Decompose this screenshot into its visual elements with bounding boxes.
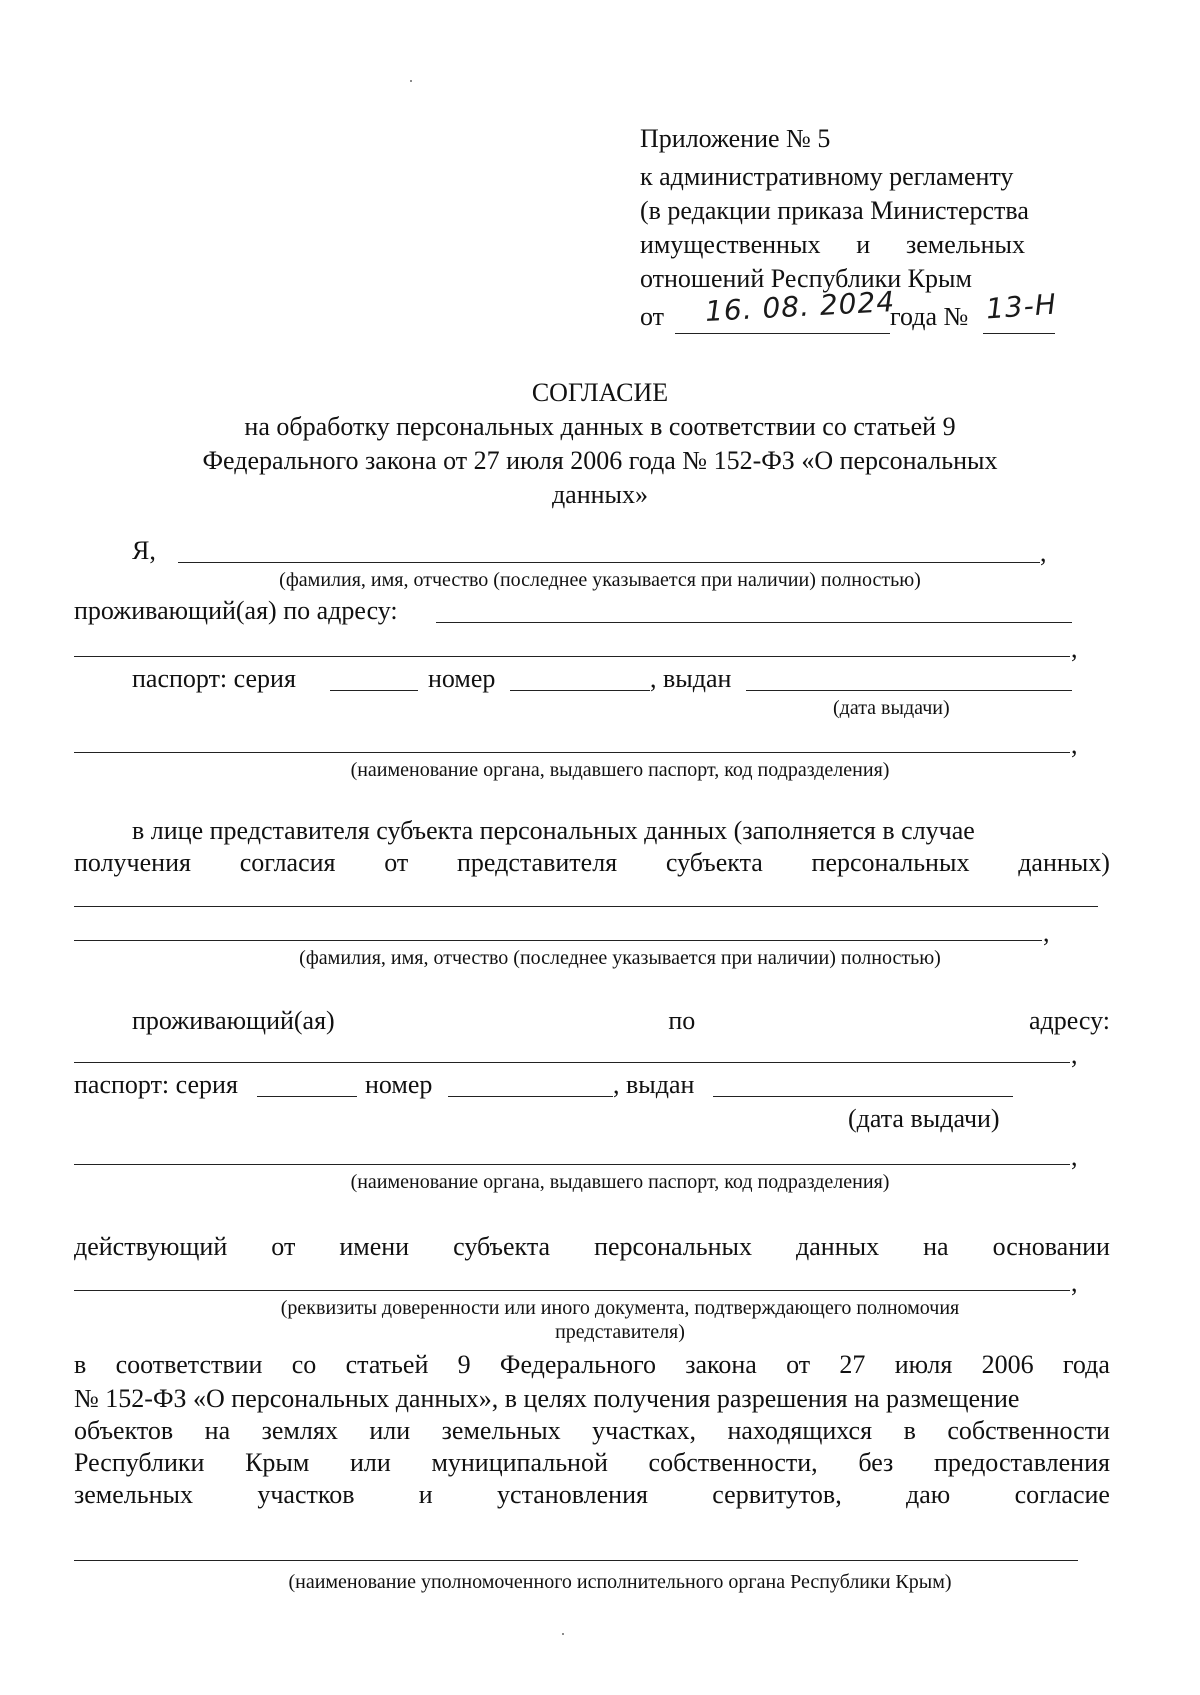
word: Крым bbox=[245, 1448, 310, 1477]
word: от bbox=[271, 1232, 296, 1261]
word: со bbox=[291, 1350, 317, 1379]
rep-issuer-caption: (наименование органа, выдавшего паспорт, код подразделения) bbox=[350, 1171, 890, 1193]
word: в bbox=[74, 1350, 87, 1379]
subject-address-field[interactable] bbox=[436, 622, 1072, 623]
document-subtitle-1: на обработку персональных данных в соответствии со статьей 9 bbox=[244, 412, 956, 441]
word: июля bbox=[894, 1350, 953, 1379]
word: соответствии bbox=[115, 1350, 263, 1379]
word: и bbox=[856, 230, 871, 259]
rep-passport-number-label: номер bbox=[365, 1070, 433, 1099]
word: землях bbox=[261, 1416, 338, 1445]
word: согласия bbox=[239, 848, 336, 877]
word: действующий bbox=[74, 1232, 228, 1261]
word: муниципальной bbox=[431, 1448, 608, 1477]
representative-intro-line2 bbox=[74, 848, 1110, 878]
rep-passport-issuer-field[interactable] bbox=[74, 1164, 1070, 1165]
word: земельных bbox=[905, 230, 1025, 259]
power-of-attorney-field[interactable] bbox=[74, 1290, 1070, 1291]
word: или bbox=[369, 1416, 411, 1445]
rep-passport-series-field[interactable] bbox=[257, 1096, 357, 1097]
passport-number-field[interactable] bbox=[510, 690, 650, 691]
power-of-attorney-caption-1: (реквизиты доверенности или иного документа, подтверждающего полномочия bbox=[280, 1297, 960, 1319]
regulation-ref-line1: к административному регламенту bbox=[640, 162, 1014, 191]
comma: , bbox=[1071, 1040, 1078, 1069]
body-line-3 bbox=[74, 1416, 1110, 1446]
issuer-caption: (наименование органа, выдавшего паспорт, код подразделения) bbox=[350, 759, 890, 781]
word: собственности, bbox=[648, 1448, 818, 1477]
subject-address-label: проживающий(ая) по адресу: bbox=[74, 596, 398, 625]
document-subtitle-3: данных» bbox=[551, 480, 649, 509]
body-line-5 bbox=[74, 1480, 1110, 1510]
word: и bbox=[418, 1480, 433, 1509]
representative-fio-field-2[interactable] bbox=[74, 940, 1042, 941]
word: адресу: bbox=[1028, 1006, 1110, 1035]
representative-fio-field[interactable] bbox=[74, 906, 1098, 907]
word: основании bbox=[992, 1232, 1110, 1261]
regulation-ref-line4: отношений Республики Крым bbox=[640, 264, 972, 293]
scan-speck bbox=[562, 1633, 564, 1635]
word: представителя bbox=[457, 848, 618, 877]
acting-basis-line bbox=[74, 1232, 1110, 1262]
word: участках, bbox=[592, 1416, 696, 1445]
word: субъекта bbox=[665, 848, 763, 877]
word: находящихся bbox=[727, 1416, 873, 1445]
subject-fio-caption: (фамилия, имя, отчество (последнее указывается при наличии) полностью) bbox=[279, 569, 921, 591]
comma: , bbox=[1040, 538, 1047, 567]
word: получения bbox=[74, 848, 191, 877]
word: или bbox=[349, 1448, 391, 1477]
word: данных) bbox=[1018, 848, 1110, 877]
word: данных bbox=[796, 1232, 880, 1261]
rep-passport-series-label: паспорт: серия bbox=[74, 1070, 238, 1099]
passport-issued-label: , выдан bbox=[650, 664, 732, 693]
word: земельных bbox=[441, 1416, 561, 1445]
rep-issue-date-caption: (дата выдачи) bbox=[848, 1104, 1000, 1133]
word: в bbox=[903, 1416, 916, 1445]
rep-passport-issued-label: , выдан bbox=[613, 1070, 695, 1099]
order-date-prefix: от bbox=[640, 302, 665, 331]
body-line-4 bbox=[74, 1448, 1110, 1478]
authority-caption: (наименование уполномоченного исполнительного органа Республики Крым) bbox=[288, 1571, 952, 1593]
passport-series-field[interactable] bbox=[330, 690, 418, 691]
word: на bbox=[923, 1232, 949, 1261]
comma: , bbox=[1071, 1268, 1078, 1297]
power-of-attorney-caption-2: представителя) bbox=[555, 1321, 685, 1343]
word: 9 bbox=[457, 1350, 471, 1379]
comma: , bbox=[1043, 918, 1050, 947]
comma: , bbox=[1071, 730, 1078, 759]
order-date-underline bbox=[675, 333, 890, 334]
word: персональных bbox=[811, 848, 970, 877]
word: собственности bbox=[947, 1416, 1110, 1445]
representative-address-line bbox=[132, 1006, 1110, 1036]
word: субъекта bbox=[453, 1232, 551, 1261]
regulation-ref-line2: (в редакции приказа Министерства bbox=[640, 196, 1029, 225]
word: участков bbox=[257, 1480, 355, 1509]
document-subtitle-2: Федерального закона от 27 июля 2006 года № 152-ФЗ «О персональных bbox=[202, 446, 998, 475]
word: имущественных bbox=[640, 230, 821, 259]
word: сервитутов, bbox=[712, 1480, 842, 1509]
passport-issue-date-field[interactable] bbox=[746, 690, 1072, 691]
subject-address-field-2[interactable] bbox=[74, 656, 1070, 657]
subject-fio-field[interactable] bbox=[178, 562, 1040, 563]
word: согласие bbox=[1014, 1480, 1110, 1509]
word: Республики bbox=[74, 1448, 205, 1477]
word: года bbox=[1062, 1350, 1110, 1379]
word: даю bbox=[906, 1480, 951, 1509]
rep-passport-number-field[interactable] bbox=[448, 1096, 613, 1097]
representative-address-field[interactable] bbox=[74, 1062, 1070, 1063]
passport-number-label: номер bbox=[428, 664, 496, 693]
comma: , bbox=[1071, 1142, 1078, 1171]
order-number-underline bbox=[983, 333, 1055, 334]
passport-issuer-field[interactable] bbox=[74, 752, 1070, 753]
ya-label: Я, bbox=[132, 536, 156, 565]
body-line-1 bbox=[74, 1350, 1110, 1380]
word: Федерального bbox=[499, 1350, 656, 1379]
issue-date-caption: (дата выдачи) bbox=[833, 697, 950, 719]
regulation-ref-line3 bbox=[640, 230, 1025, 260]
word: от bbox=[786, 1350, 811, 1379]
word: объектов bbox=[74, 1416, 174, 1445]
comma: , bbox=[1071, 634, 1078, 663]
word: персональных bbox=[594, 1232, 752, 1261]
word: статьей bbox=[345, 1350, 429, 1379]
word: 27 bbox=[839, 1350, 866, 1379]
order-number-handwritten: 13-Н bbox=[984, 287, 1058, 326]
rep-passport-issue-date-field[interactable] bbox=[713, 1096, 1013, 1097]
word: по bbox=[668, 1006, 696, 1035]
word: установления bbox=[497, 1480, 648, 1509]
word: на bbox=[204, 1416, 231, 1445]
word: предоставления bbox=[933, 1448, 1110, 1477]
authority-name-field[interactable] bbox=[74, 1560, 1078, 1561]
body-line-2: № 152-ФЗ «О персональных данных», в целях получения разрешения на размещение bbox=[74, 1384, 1020, 1413]
representative-fio-caption: (фамилия, имя, отчество (последнее указывается при наличии) полностью) bbox=[299, 947, 941, 969]
word: закона bbox=[685, 1350, 757, 1379]
document-title: СОГЛАСИЕ bbox=[531, 378, 669, 407]
representative-intro-line1 bbox=[132, 816, 1110, 846]
word: проживающий(ая) bbox=[132, 1006, 335, 1035]
order-date-handwritten: 16. 08. 2024 bbox=[704, 285, 896, 328]
scan-speck bbox=[410, 80, 412, 82]
appendix-number: Приложение № 5 bbox=[640, 124, 831, 153]
text: в лице представителя субъекта персональных данных (заполняется в случае bbox=[132, 816, 975, 845]
word: земельных bbox=[74, 1480, 194, 1509]
word: 2006 bbox=[981, 1350, 1034, 1379]
passport-series-label: паспорт: серия bbox=[132, 664, 296, 693]
word: без bbox=[858, 1448, 894, 1477]
word: имени bbox=[339, 1232, 410, 1261]
order-number-prefix: года № bbox=[890, 302, 969, 331]
word: от bbox=[384, 848, 409, 877]
